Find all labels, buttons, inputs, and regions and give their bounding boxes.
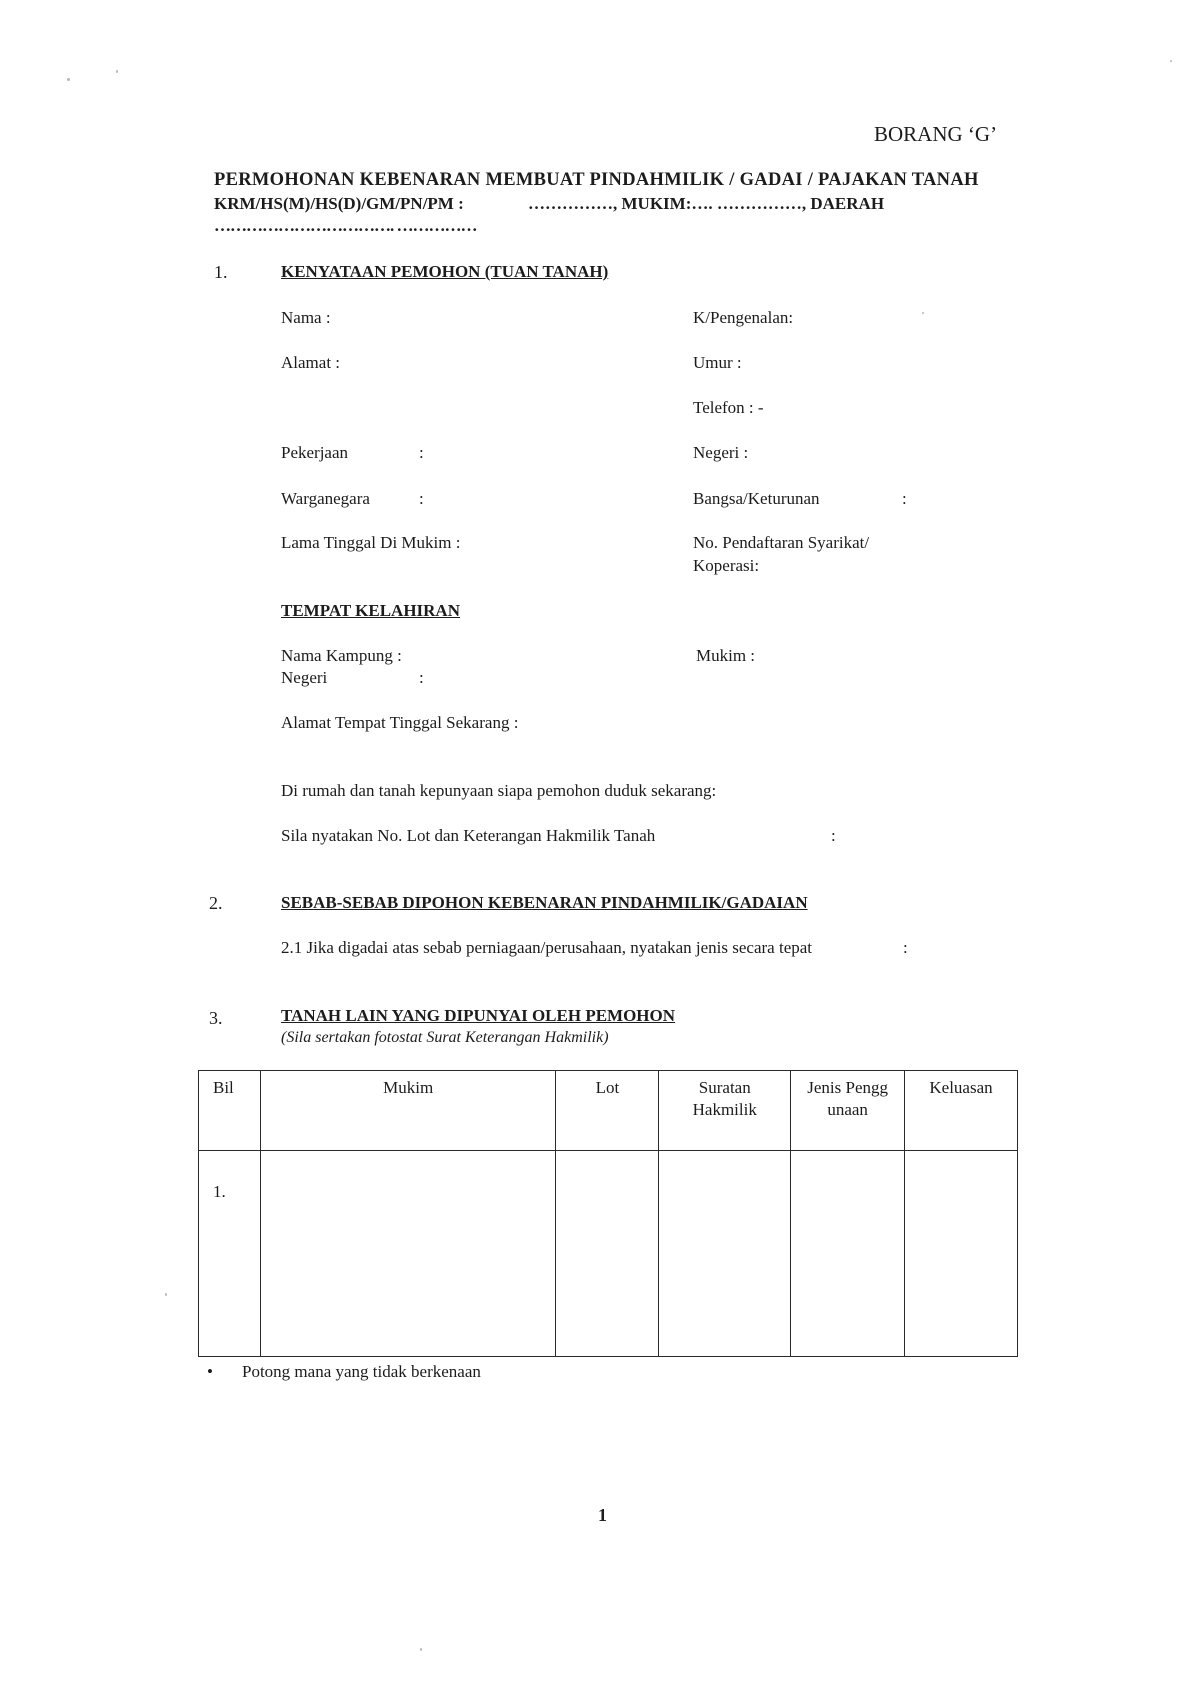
section-2-number: 2. xyxy=(209,893,223,913)
telefon-label: Telefon : - xyxy=(693,398,764,417)
scan-speck xyxy=(165,1293,167,1296)
pendaftaran-label-1: No. Pendaftaran Syarikat/ xyxy=(693,533,870,552)
sila-nyatakan-colon: : xyxy=(831,826,836,845)
negeri-lahir-label: Negeri xyxy=(281,668,328,687)
table-header-row xyxy=(199,1071,1018,1151)
row-suratan[interactable] xyxy=(659,1151,791,1357)
header-jenis-penggunaan: Jenis Penggunaan xyxy=(791,1071,905,1151)
row-mukim[interactable] xyxy=(260,1151,556,1357)
section-3-heading: TANAH LAIN YANG DIPUNYAI OLEH PEMOHON xyxy=(281,1006,676,1025)
scan-speck xyxy=(116,70,118,73)
scan-speck xyxy=(922,312,924,314)
header-bil: Bil xyxy=(199,1071,261,1151)
pendaftaran-label-2: Koperasi: xyxy=(693,556,760,575)
alamat-sekarang-label: Alamat Tempat Tinggal Sekarang : xyxy=(281,713,519,732)
sila-nyatakan-label: Sila nyatakan No. Lot dan Keterangan Hakmilik Tanah xyxy=(281,826,656,845)
header-keluasan: Keluasan xyxy=(905,1071,1018,1151)
nama-kampung-label: Nama Kampung : xyxy=(281,646,402,665)
bangsa-colon: : xyxy=(902,489,907,508)
row-lot[interactable] xyxy=(556,1151,659,1357)
pekerjaan-colon: : xyxy=(419,443,424,462)
header-suratan-hakmilik: Suratan Hakmilik xyxy=(659,1071,791,1151)
form-title: PERMOHONAN KEBENARAN MEMBUAT PINDAHMILIK / GADAI / PAJAKAN TANAH xyxy=(214,170,979,190)
item-2-1-colon: : xyxy=(903,938,908,957)
bangsa-label: Bangsa/Keturunan xyxy=(693,489,820,508)
page-number: 1 xyxy=(598,1505,607,1525)
row-keluasan[interactable] xyxy=(905,1151,1018,1357)
negeri-lahir-colon: : xyxy=(419,668,424,687)
item-2-1: 2.1 Jika digadai atas sebab perniagaan/perusahaan, nyatakan jenis secara tepat xyxy=(281,938,813,957)
pekerjaan-label: Pekerjaan xyxy=(281,443,349,462)
warganegara-colon: : xyxy=(419,489,424,508)
warganegara-label: Warganegara xyxy=(281,489,370,508)
title-mukim-daerah: ……………, MUKIM:…. ……………, DAERAH xyxy=(528,194,885,213)
nama-label: Nama : xyxy=(281,308,331,327)
section-3-number: 3. xyxy=(209,1008,223,1028)
mukim-label: Mukim : xyxy=(696,646,756,665)
title-krm-label: KRM/HS(M)/HS(D)/GM/PN/PM : xyxy=(214,194,464,213)
birthplace-heading: TEMPAT KELAHIRAN xyxy=(281,601,460,620)
section-2-heading: SEBAB-SEBAB DIPOHON KEBENARAN PINDAHMILIK/GADAIAN xyxy=(281,893,808,912)
footnote-text: Potong mana yang tidak berkenaan xyxy=(242,1362,481,1381)
header-lot: Lot xyxy=(556,1071,659,1151)
land-table xyxy=(198,1070,1018,1357)
table-row xyxy=(199,1151,1018,1357)
kp-label: K/Pengenalan: xyxy=(693,308,794,327)
di-rumah-label: Di rumah dan tanah kepunyaan siapa pemohon duduk sekarang: xyxy=(281,781,717,800)
scan-speck xyxy=(420,1648,422,1651)
section-1-number: 1. xyxy=(214,262,228,282)
section-1-heading: KENYATAAN PEMOHON (TUAN TANAH) xyxy=(281,262,609,281)
title-dotted-line: ……………………………. …………… xyxy=(214,216,477,235)
row-jenis[interactable] xyxy=(791,1151,905,1357)
lama-tinggal-label: Lama Tinggal Di Mukim : xyxy=(281,533,461,552)
section-3-subheading: (Sila sertakan fotostat Surat Keterangan Hakmilik) xyxy=(281,1029,609,1046)
footnote-bullet: • xyxy=(207,1362,213,1381)
scan-speck xyxy=(67,78,70,81)
umur-label: Umur : xyxy=(693,353,742,372)
negeri-label: Negeri : xyxy=(693,443,749,462)
header-mukim: Mukim xyxy=(260,1071,556,1151)
row-bil: 1. xyxy=(199,1151,261,1357)
scan-speck xyxy=(1170,60,1172,62)
alamat-label: Alamat : xyxy=(281,353,341,372)
form-code: BORANG ‘G’ xyxy=(874,122,998,146)
